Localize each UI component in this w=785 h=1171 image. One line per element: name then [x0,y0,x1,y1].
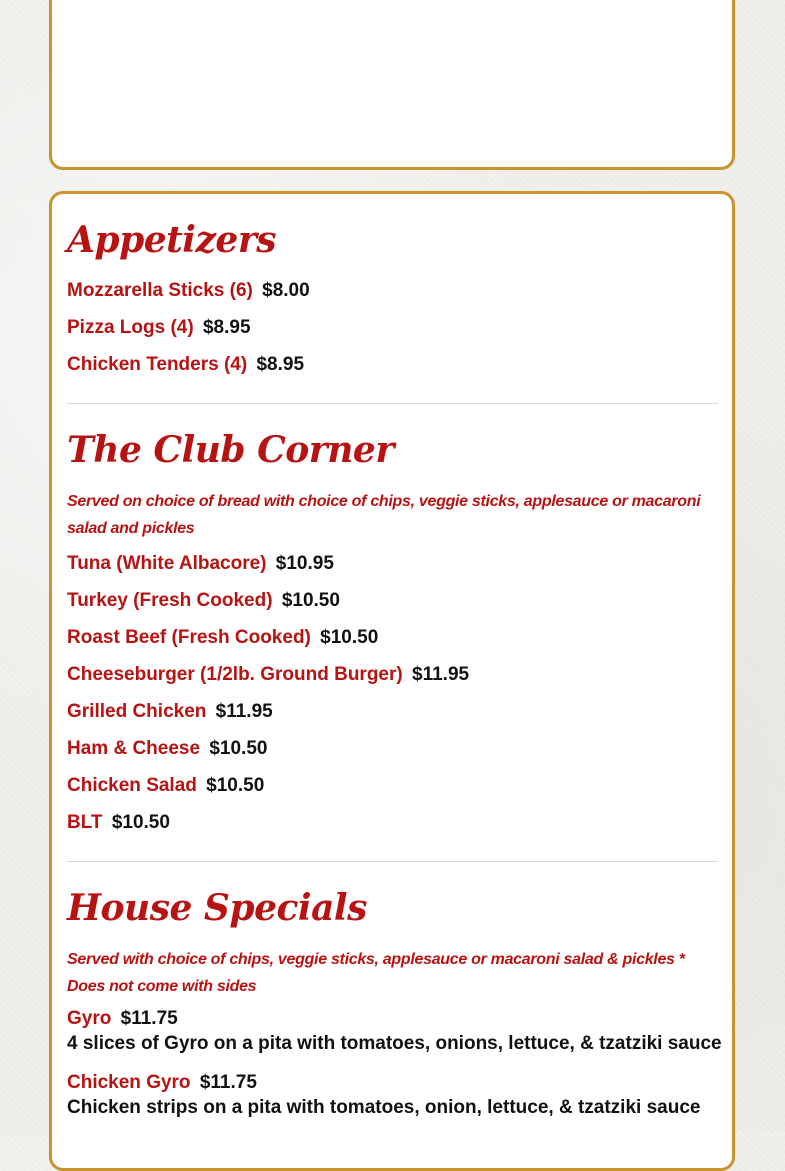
item-name: BLT [67,812,103,833]
menu-item[interactable] [67,693,718,730]
club-corner-section [67,418,718,841]
menu-item[interactable] [67,730,718,767]
menu-item[interactable] [67,619,718,656]
item-price: $8.95 [256,354,305,375]
item-price: $11.75 [199,1072,257,1093]
item-name: Chicken Salad [67,775,197,796]
item-name: Gyro [67,1008,112,1029]
item-price: $11.95 [215,701,273,722]
item-price: $10.50 [209,738,268,759]
appetizers-list [67,272,718,383]
club-corner-list [67,545,718,841]
item-name: Ham & Cheese [67,738,201,759]
previous-menu-card [49,0,735,170]
item-description: 4 slices of Gyro on a pita with tomatoes, onions, lettuce, & tzatziki sauce [67,1033,722,1054]
section-title-club-corner: The Club Corner [67,429,394,471]
section-divider [67,403,718,404]
item-price: $11.75 [120,1008,178,1029]
menu-item[interactable] [67,767,718,804]
menu-item[interactable] [67,272,718,309]
item-name: Mozzarella Sticks (6) [67,280,253,301]
menu-item[interactable] [67,656,718,693]
item-name: Cheeseburger (1/2lb. Ground Burger) [67,664,403,685]
item-price: $10.50 [281,590,340,611]
house-specials-list [67,1003,722,1121]
item-price: $8.00 [262,280,310,301]
item-name: Roast Beef (Fresh Cooked) [67,627,311,648]
house-specials-section [67,876,722,1121]
item-price: $10.50 [320,627,379,648]
menu-card [49,191,735,1171]
item-name: Grilled Chicken [67,701,207,722]
section-note: Served on choice of bread with choice of chips, veggie sticks, applesauce or macaroni salad and pickles [67,493,701,537]
menu-item[interactable] [67,804,718,841]
item-price: $8.95 [202,317,251,338]
section-title-appetizers: Appetizers [67,219,277,261]
item-price: $11.95 [412,664,470,685]
section-note: Served with choice of chips, veggie sticks, applesauce or macaroni salad & pickles * Does not come with sides [67,951,685,995]
item-name: Turkey (Fresh Cooked) [67,590,273,611]
section-title-house-specials: House Specials [67,887,367,929]
item-name: Tuna (White Albacore) [67,553,267,574]
item-price: $10.50 [206,775,265,796]
menu-item[interactable] [67,346,718,383]
appetizers-section [67,208,718,383]
item-name: Pizza Logs (4) [67,317,194,338]
item-name: Chicken Tenders (4) [67,354,248,375]
item-price: $10.95 [275,553,334,574]
item-price: $10.50 [111,812,170,833]
item-name: Chicken Gyro [67,1072,191,1093]
menu-item[interactable] [67,545,718,582]
section-divider [67,861,718,862]
item-description: Chicken strips on a pita with tomatoes, onion, lettuce, & tzatziki sauce [67,1097,701,1118]
menu-item[interactable] [67,309,718,346]
menu-item[interactable] [67,582,718,619]
